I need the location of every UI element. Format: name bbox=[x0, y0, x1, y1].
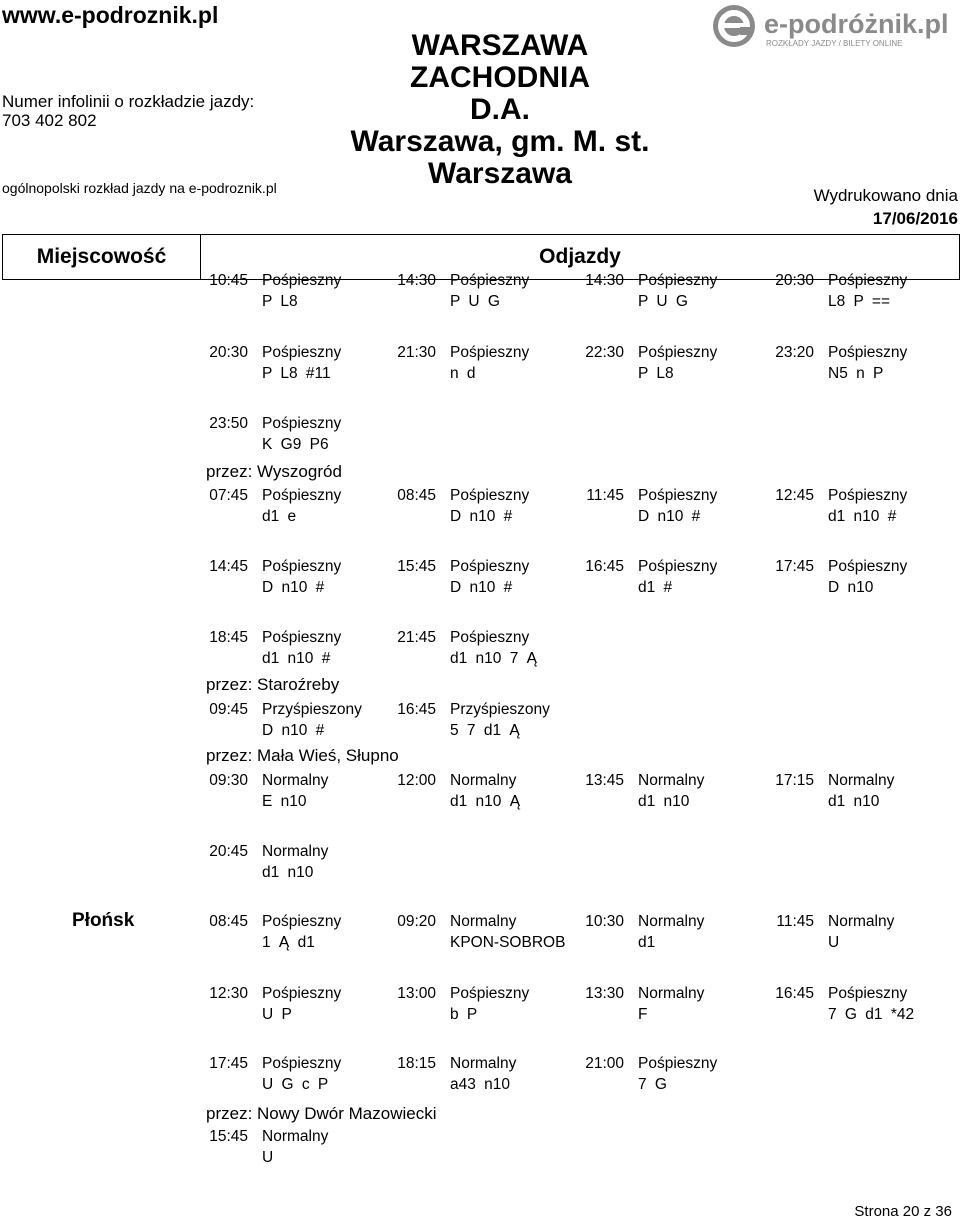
departure-type: Normalny bbox=[828, 913, 895, 930]
departure-codes: b P bbox=[450, 1006, 478, 1023]
departure-codes: U bbox=[828, 934, 840, 951]
departure-type: Pośpieszny bbox=[638, 1055, 718, 1072]
departure-time: 13:30 bbox=[585, 985, 624, 1002]
departure-entry bbox=[209, 1053, 342, 1095]
departure-codes: d1 n10 7 Ą bbox=[450, 650, 537, 667]
departure-codes: d1 bbox=[638, 934, 656, 951]
departure-time: 16:45 bbox=[585, 558, 624, 575]
departure-codes: a43 n10 bbox=[450, 1076, 511, 1093]
departure-type: Pośpieszny bbox=[828, 272, 908, 289]
departure-codes: 1 Ą d1 bbox=[262, 934, 315, 951]
departure-time: 18:45 bbox=[209, 629, 248, 646]
departure-time: 10:45 bbox=[209, 272, 248, 289]
departure-time: 18:15 bbox=[397, 1055, 436, 1072]
departure-type: Pośpieszny bbox=[828, 344, 908, 361]
departure-time: 14:45 bbox=[209, 558, 248, 575]
departure-time: 23:20 bbox=[775, 344, 814, 361]
station-line: WARSZAWA ZACHODNIA bbox=[410, 29, 590, 94]
departure-type: Pośpieszny bbox=[450, 629, 530, 646]
departure-entry bbox=[585, 1053, 718, 1095]
departure-entry bbox=[397, 1053, 517, 1095]
departure-entry bbox=[397, 770, 521, 812]
logo-tagline: ROZKŁADY JAZDY / BILETY ONLINE bbox=[766, 39, 903, 48]
departure-entry bbox=[776, 911, 895, 953]
departure-entry bbox=[209, 770, 329, 812]
departure-codes: E n10 bbox=[262, 793, 307, 810]
e-podroznik-logo bbox=[710, 2, 960, 50]
infoline-number: 703 402 802 bbox=[2, 111, 97, 130]
departure-type: Normalny bbox=[450, 913, 517, 930]
column-header-city: Miejscowość bbox=[2, 234, 201, 280]
departure-type: Pośpieszny bbox=[450, 985, 530, 1002]
departure-type: Pośpieszny bbox=[262, 272, 342, 289]
page-number: Strona 20 z 36 bbox=[854, 1203, 952, 1220]
departure-codes: D n10 # bbox=[262, 722, 325, 739]
departure-entry bbox=[397, 911, 566, 953]
station-name bbox=[340, 30, 660, 190]
departure-type: Pośpieszny bbox=[450, 344, 530, 361]
departure-type: Przyśpieszony bbox=[262, 701, 362, 718]
departure-type: Pośpieszny bbox=[262, 487, 342, 504]
via-label: przez: Staroźreby bbox=[206, 675, 340, 694]
departure-time: 16:45 bbox=[397, 701, 436, 718]
departure-codes: 5 7 d1 Ą bbox=[450, 722, 520, 739]
departure-entry bbox=[775, 770, 895, 812]
departure-codes: d1 n10 bbox=[638, 793, 690, 810]
departure-time: 09:45 bbox=[209, 701, 248, 718]
departure-codes: 7 G bbox=[638, 1076, 667, 1093]
logo-text: e-podróżnik.pl bbox=[764, 9, 949, 39]
departure-entry bbox=[586, 485, 718, 527]
departure-time: 16:45 bbox=[775, 985, 814, 1002]
station-line: D.A. bbox=[470, 93, 530, 126]
departure-type: Pośpieszny bbox=[450, 487, 530, 504]
departure-codes: KPON-SOBROB bbox=[450, 934, 566, 951]
departure-type: Normalny bbox=[638, 913, 705, 930]
departure-type: Pośpieszny bbox=[828, 558, 908, 575]
departure-type: Pośpieszny bbox=[638, 487, 718, 504]
departure-entry bbox=[209, 342, 342, 384]
departure-type: Pośpieszny bbox=[262, 1055, 342, 1072]
departure-type: Pośpieszny bbox=[262, 415, 342, 432]
departure-entry bbox=[209, 1126, 329, 1168]
departure-type: Pośpieszny bbox=[450, 272, 530, 289]
departure-type: Normalny bbox=[262, 1128, 329, 1145]
departure-codes: D n10 bbox=[828, 579, 874, 596]
departure-codes: F bbox=[638, 1006, 648, 1023]
column-header-departures: Odjazdy bbox=[200, 234, 960, 280]
departure-codes: N5 n P bbox=[828, 365, 884, 382]
departure-codes: U bbox=[262, 1149, 274, 1166]
departure-codes: d1 e bbox=[262, 508, 297, 525]
departure-entry bbox=[585, 770, 705, 812]
departure-entry bbox=[775, 485, 908, 527]
footnote: ogólnopolski rozkład jazdy na e-podroznik.pl bbox=[2, 180, 277, 196]
logo-mark-icon bbox=[710, 2, 960, 50]
departure-time: 15:45 bbox=[397, 558, 436, 575]
departure-type: Pośpieszny bbox=[828, 487, 908, 504]
departure-type: Pośpieszny bbox=[638, 558, 718, 575]
via-label: przez: Mała Wieś, Słupno bbox=[206, 746, 399, 765]
departure-codes: K G9 P6 bbox=[262, 436, 329, 453]
departure-codes: n d bbox=[450, 365, 476, 382]
departure-time: 14:30 bbox=[397, 272, 436, 289]
departure-time: 20:30 bbox=[775, 272, 814, 289]
departure-codes: U P bbox=[262, 1006, 292, 1023]
departure-entry bbox=[209, 485, 342, 527]
departure-time: 09:30 bbox=[209, 772, 248, 789]
departure-type: Pośpieszny bbox=[262, 913, 342, 930]
departure-codes: L8 P == bbox=[828, 293, 891, 310]
departure-entry bbox=[775, 983, 915, 1025]
departure-codes: d1 # bbox=[638, 579, 673, 596]
departure-entry bbox=[209, 841, 329, 883]
departure-type: Normalny bbox=[638, 772, 705, 789]
departure-codes: P L8 bbox=[638, 365, 674, 382]
departure-type: Normalny bbox=[828, 772, 895, 789]
departure-type: Pośpieszny bbox=[450, 558, 530, 575]
departure-entry bbox=[397, 556, 530, 598]
departure-time: 23:50 bbox=[209, 415, 248, 432]
departure-time: 17:45 bbox=[209, 1055, 248, 1072]
departure-entry bbox=[775, 342, 908, 384]
station-line: Warszawa bbox=[428, 157, 572, 190]
departure-entry bbox=[209, 911, 342, 953]
city-name: Płońsk bbox=[72, 910, 135, 931]
departure-type: Pośpieszny bbox=[638, 272, 718, 289]
departure-time: 22:30 bbox=[585, 344, 624, 361]
departure-type: Przyśpieszony bbox=[450, 701, 550, 718]
departure-codes: U G c P bbox=[262, 1076, 329, 1093]
departure-entry bbox=[397, 983, 530, 1025]
departure-entry bbox=[775, 556, 908, 598]
departure-entry bbox=[585, 270, 718, 312]
departure-time: 20:45 bbox=[209, 843, 248, 860]
departure-codes: D n10 # bbox=[450, 579, 513, 596]
departure-codes: d1 n10 Ą bbox=[450, 793, 521, 810]
departure-type: Pośpieszny bbox=[638, 344, 718, 361]
departure-codes: P L8 #11 bbox=[262, 365, 331, 382]
departure-codes: D n10 # bbox=[638, 508, 701, 525]
departure-type: Pośpieszny bbox=[262, 985, 342, 1002]
departure-type: Pośpieszny bbox=[262, 344, 342, 361]
departure-time: 10:30 bbox=[585, 913, 624, 930]
departure-entry bbox=[397, 270, 530, 312]
via-label: przez: Nowy Dwór Mazowiecki bbox=[206, 1104, 437, 1123]
departure-codes: D n10 # bbox=[450, 508, 513, 525]
departure-entry bbox=[209, 699, 362, 741]
departure-type: Normalny bbox=[450, 1055, 517, 1072]
departure-entry bbox=[585, 983, 705, 1025]
departure-time: 09:20 bbox=[397, 913, 436, 930]
departure-time: 21:00 bbox=[585, 1055, 624, 1072]
departure-time: 11:45 bbox=[776, 913, 814, 930]
departure-codes: 7 G d1 *42 bbox=[828, 1006, 915, 1023]
departure-entry bbox=[585, 342, 718, 384]
departure-time: 21:30 bbox=[397, 344, 436, 361]
departure-time: 11:45 bbox=[586, 487, 624, 504]
departure-time: 13:00 bbox=[397, 985, 436, 1002]
printed-date: 17/06/2016 bbox=[872, 209, 958, 228]
departure-time: 15:45 bbox=[209, 1128, 248, 1145]
departure-entry bbox=[209, 983, 342, 1025]
via-label: przez: Wyszogród bbox=[206, 462, 342, 481]
departure-type: Normalny bbox=[638, 985, 705, 1002]
departure-time: 12:30 bbox=[209, 985, 248, 1002]
departure-time: 17:45 bbox=[775, 558, 814, 575]
departure-codes: P U G bbox=[450, 293, 500, 310]
printed-label: Wydrukowano dnia bbox=[813, 186, 958, 205]
departure-entry bbox=[209, 270, 342, 312]
departure-time: 20:30 bbox=[209, 344, 248, 361]
departure-codes: d1 n10 # bbox=[262, 650, 331, 667]
departure-entry bbox=[585, 911, 705, 953]
departure-entry bbox=[209, 627, 342, 669]
departure-codes: d1 n10 # bbox=[828, 508, 897, 525]
departure-type: Normalny bbox=[262, 772, 329, 789]
infoline-label: Numer infolinii o rozkładzie jazdy: bbox=[2, 92, 255, 111]
departure-entry bbox=[397, 342, 530, 384]
departure-codes: D n10 # bbox=[262, 579, 325, 596]
departure-type: Normalny bbox=[450, 772, 517, 789]
departure-time: 08:45 bbox=[397, 487, 436, 504]
departure-entry bbox=[585, 556, 718, 598]
site-url: www.e-podroznik.pl bbox=[2, 2, 219, 28]
departure-time: 21:45 bbox=[397, 629, 436, 646]
departure-codes: d1 n10 bbox=[262, 864, 314, 881]
departure-time: 12:00 bbox=[397, 772, 436, 789]
departure-time: 17:15 bbox=[775, 772, 814, 789]
departure-type: Pośpieszny bbox=[262, 558, 342, 575]
departure-time: 08:45 bbox=[209, 913, 248, 930]
departure-entry bbox=[775, 270, 908, 312]
departure-entry bbox=[397, 485, 530, 527]
departure-codes: P U G bbox=[638, 293, 688, 310]
departure-codes: d1 n10 bbox=[828, 793, 880, 810]
departure-time: 07:45 bbox=[209, 487, 248, 504]
departure-entry bbox=[397, 627, 537, 669]
station-line: Warszawa, gm. M. st. bbox=[350, 125, 650, 158]
departure-entry bbox=[209, 556, 342, 598]
departure-entry bbox=[397, 699, 550, 741]
departure-codes: P L8 bbox=[262, 293, 298, 310]
departure-type: Pośpieszny bbox=[262, 629, 342, 646]
departure-time: 13:45 bbox=[585, 772, 624, 789]
departure-time: 12:45 bbox=[775, 487, 814, 504]
departure-type: Pośpieszny bbox=[828, 985, 908, 1002]
departure-entry bbox=[209, 413, 342, 455]
departure-type: Normalny bbox=[262, 843, 329, 860]
departure-time: 14:30 bbox=[585, 272, 624, 289]
